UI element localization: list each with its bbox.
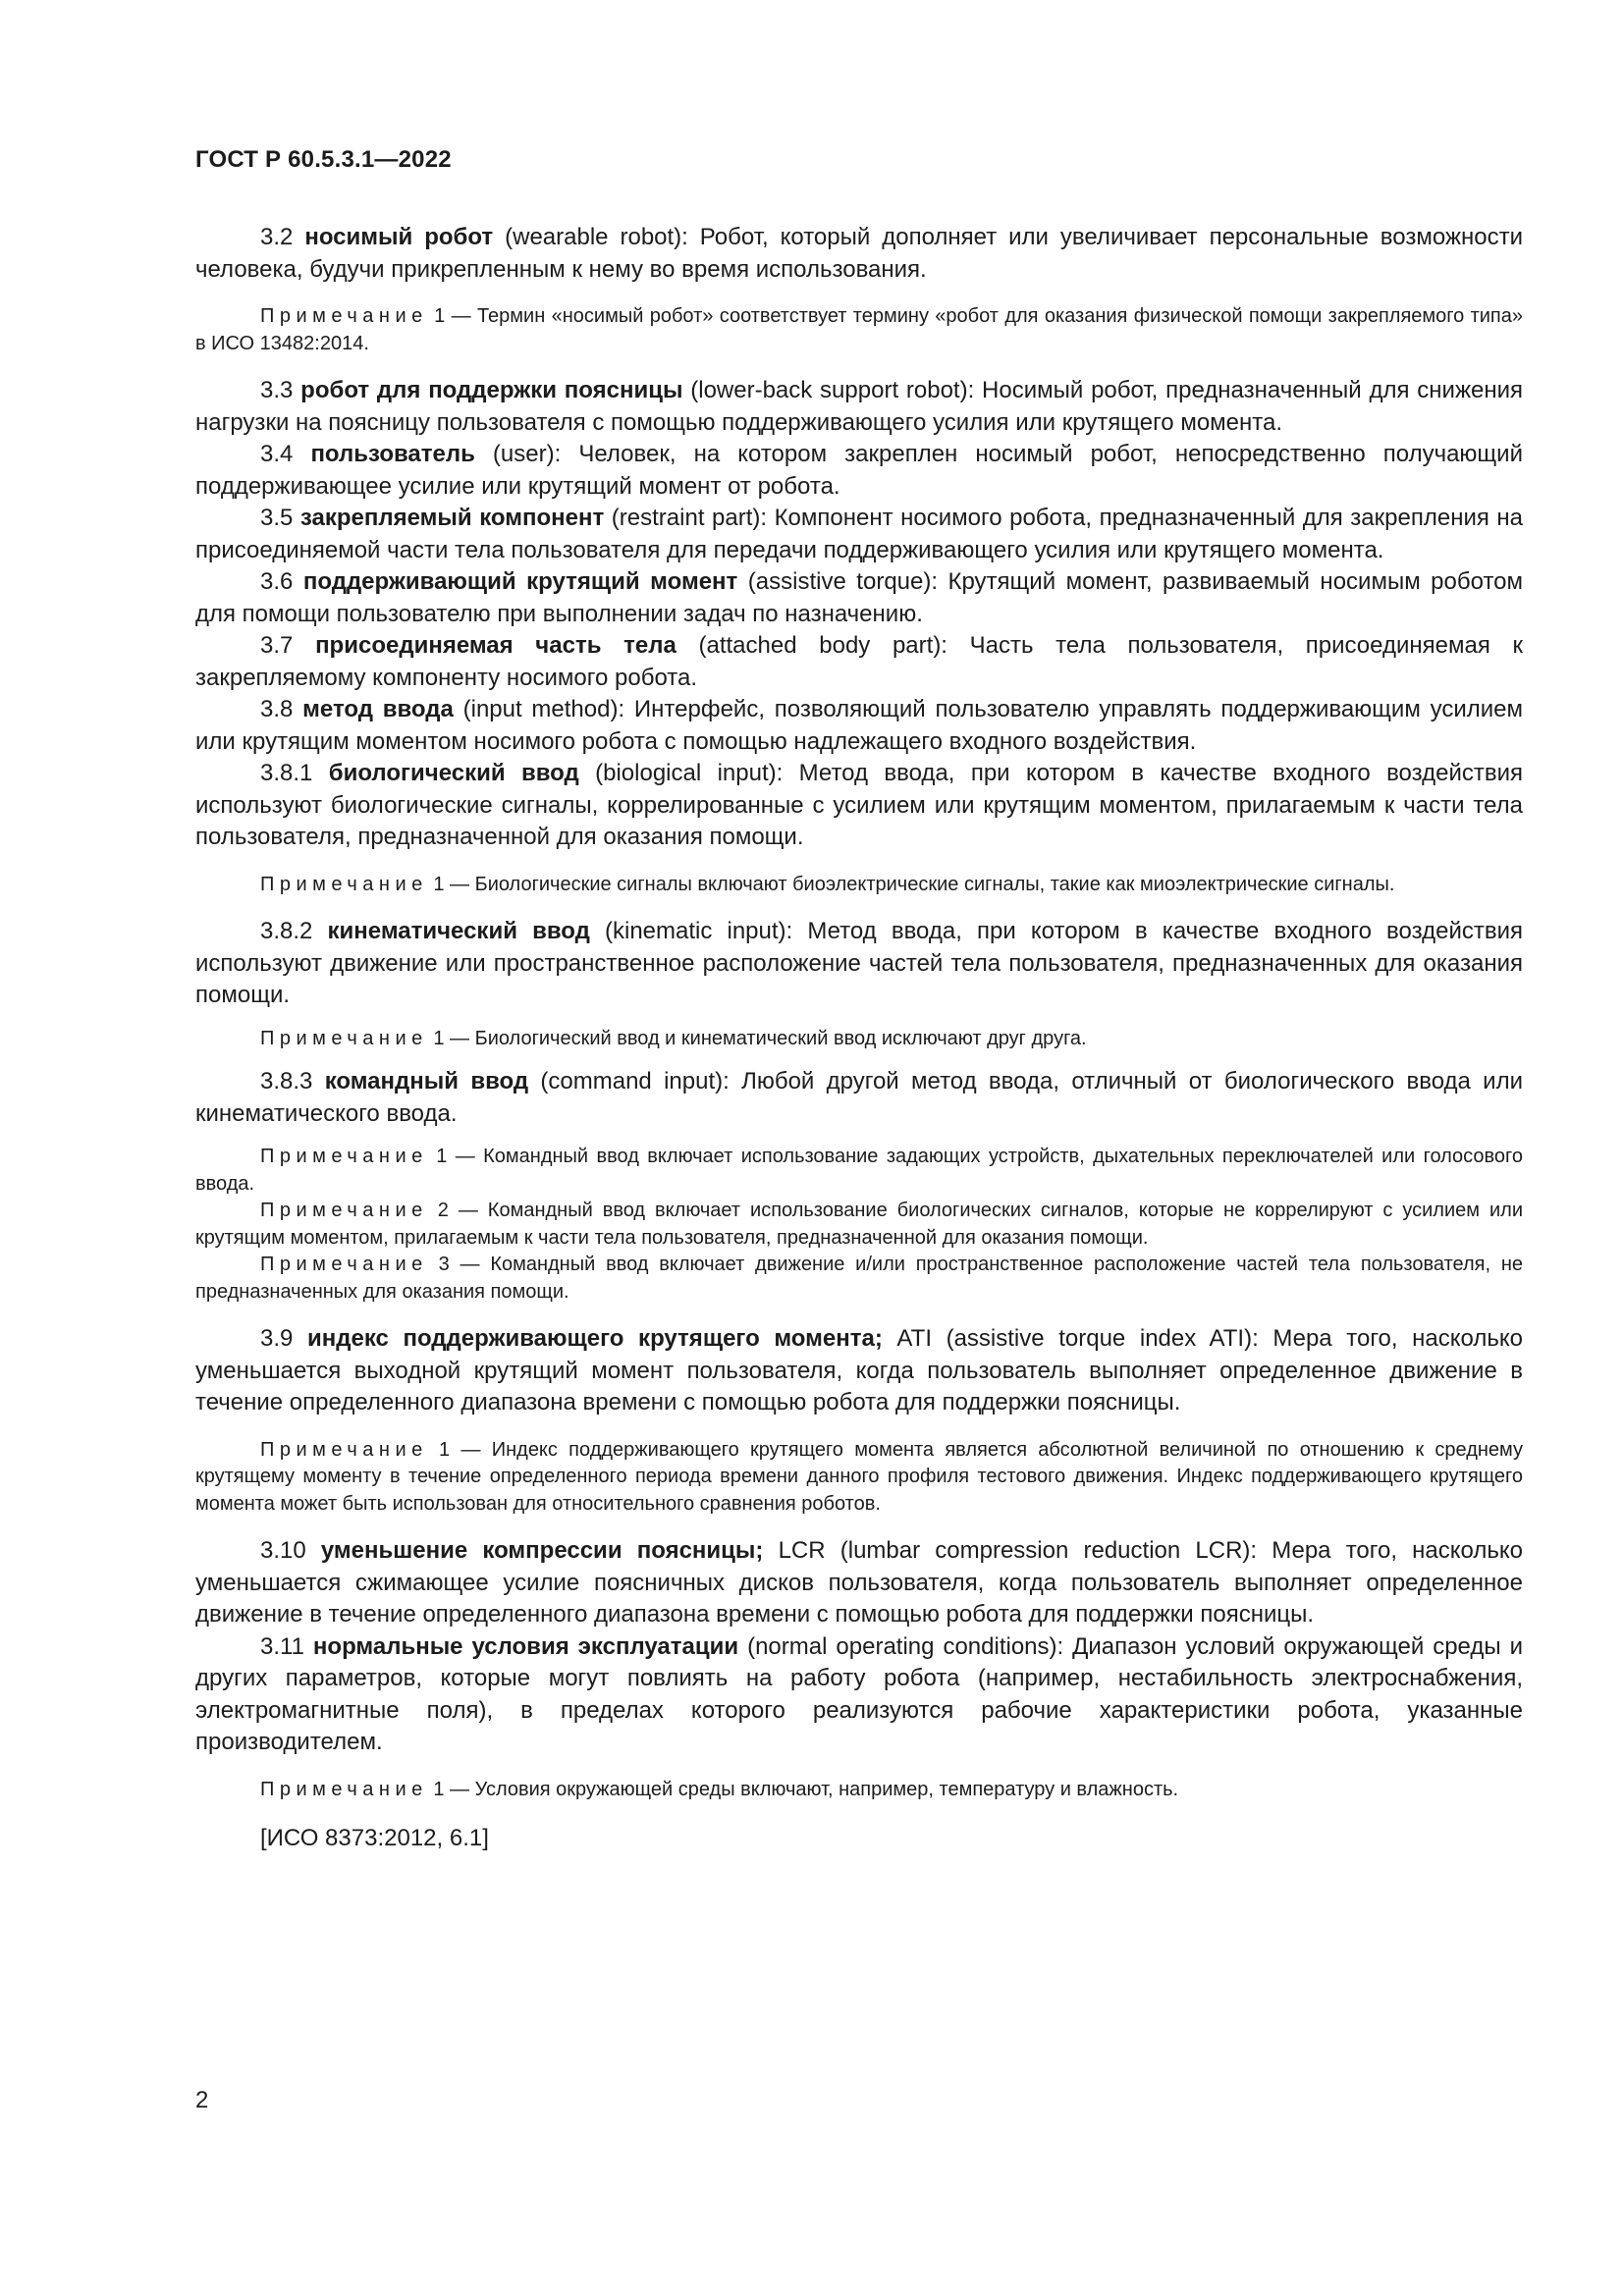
term-3-4: 3.4 пользователь (user): Человек, на котором закреплен носимый робот, непосредственно получающий поддерживающее усилие или крутящий момент от робота.: [195, 441, 1523, 500]
term-3-6: 3.6 поддерживающий крутящий момент (assistive torque): Крутящий момент, развиваемый носимым роботом для помощи пользователю при выполнении задач по назначению.: [195, 568, 1524, 627]
note-3-11: Примечание 1 — Условия окружающей среды включают, например, температуру и влажность.: [260, 1778, 1179, 1800]
term-name: биологический ввод: [328, 760, 579, 786]
term-3-8-1: 3.8.1 биологический ввод (biological input): Метод ввода, при котором в качестве входного воздействия используют биологические сигналы, коррелированные с усилием или крутящим моментом, прилагаемым к части тела пользователя, предназначенной для оказания помощи.: [195, 760, 1524, 850]
note-3-8-3-1: Примечание 1 — Командный ввод включает использование задающих устройств, дыхательных переключателей или голосового ввода.: [195, 1146, 1524, 1195]
term-3-2: 3.2 носимый робот (wearable robot): Робот, который дополняет или увеличивает персональные возможности человека, будучи прикрепленным к нему во время использования.: [195, 224, 1523, 283]
note-3-8-2: Примечание 1 — Биологический ввод и кинематический ввод исключают друг друга.: [260, 1027, 1087, 1049]
term-name: робот для поддержки поясницы: [300, 377, 683, 403]
term-name: кинематический ввод: [327, 918, 590, 944]
term-name: пользователь: [310, 441, 475, 467]
term-3-8-2: 3.8.2 кинематический ввод (kinematic input): Метод ввода, при котором в качестве входного воздействия используют движение или пространственное расположение частей тела пользователя, предназначенных для оказания помощи.: [195, 918, 1523, 1008]
term-3-5: 3.5 закрепляемый компонент (restraint part): Компонент носимого робота, предназначенный для закрепления на присоединяемой части тела пользователя для передачи поддерживающего усилия или крутящего момента.: [195, 505, 1523, 563]
note-3-8-1: Примечание 1 — Биологические сигналы включают биоэлектрические сигналы, такие как миоэлектрические сигналы.: [260, 873, 1395, 895]
term-name: уменьшение компрессии поясницы;: [320, 1537, 764, 1564]
note-3-9: Примечание 1 — Индекс поддерживающего крутящего момента является абсолютной величиной по отношению к среднему крутящему моменту в течение определенного периода времени данного профиля тестового движения. Индекс поддерживающего крутящего момента может быть использован для относительного сравнения роботов.: [195, 1438, 1524, 1515]
term-3-7: 3.7 присоединяемая часть тела (attached body part): Часть тела пользователя, присоединяемая к закрепляемому компоненту носимого робота.: [195, 632, 1524, 691]
source-reference: [ИСО 8373:2012, 6.1]: [260, 1825, 489, 1851]
term-3-8: 3.8 метод ввода (input method): Интерфейс, позволяющий пользователю управлять поддерживающим усилием или крутящим моментом носимого робота с помощью надлежащего входного воздействия.: [195, 696, 1523, 755]
terms-section: [195, 222, 1523, 1854]
term-name: носимый робот: [304, 224, 494, 250]
term-name: метод ввода: [302, 696, 454, 722]
term-name: поддерживающий крутящий момент: [302, 568, 738, 595]
term-name: присоединяемая часть тела: [315, 632, 677, 659]
term-3-9: 3.9 индекс поддерживающего крутящего момента; ATI (assistive torque index ATI): Мера того, насколько уменьшается выходной крутящий момент пользователя, когда пользователь выполняет определенное движение в течение определенного диапазона времени с помощью робота для поддержки поясницы.: [195, 1325, 1523, 1415]
note-3-2: Примечание 1 — Термин «носимый робот» соответствует термину «робот для оказания физической помощи закрепляемого типа» в ИСО 13482:2014.: [195, 305, 1524, 354]
term-name: индекс поддерживающего крутящего момента;: [306, 1325, 883, 1352]
note-3-8-3-3: Примечание 3 — Командный ввод включает движение и/или пространственное расположение частей тела пользователя, не предназначенных для оказания помощи.: [195, 1254, 1524, 1303]
term-3-3: 3.3 робот для поддержки поясницы (lower-back support robot): Носимый робот, предназначенный для снижения нагрузки на поясницу пользователя с помощью поддерживающего усилия или крутящего момента.: [195, 377, 1524, 436]
term-name: командный ввод: [324, 1068, 529, 1095]
term-name: нормальные условия эксплуатации: [312, 1632, 739, 1660]
page-number: 2: [195, 2087, 209, 2113]
term-3-8-3: 3.8.3 командный ввод (command input): Любой другой метод ввода, отличный от биологического ввода или кинематического ввода.: [195, 1068, 1523, 1127]
term-3-11: 3.11 нормальные условия эксплуатации (normal operating conditions): Диапазон условий окружающей среды и других параметров, которые могут повлиять на работу робота (например, нестабильность электроснабжения, электромагнитные поля), в пределах которого реализуются рабочие характеристики робота, указанные производителем.: [195, 1632, 1523, 1755]
term-name: закрепляемый компонент: [299, 505, 605, 531]
term-3-10: 3.10 уменьшение компрессии поясницы; LCR (lumbar compression reduction LCR): Мера того, насколько уменьшается сжимающее усилие поясничных дисков пользователя, когда пользователь выполняет определенное движение в течение определенного диапазона времени с помощью робота для поддержки поясницы.: [195, 1537, 1523, 1628]
document-header: ГОСТ Р 60.5.3.1—2022: [195, 146, 452, 173]
note-3-8-3-2: Примечание 2 — Командный ввод включает использование биологических сигналов, которые не коррелируют с усилием или крутящим моментом, прилагаемым к части тела пользователя, предназначенной для оказания помощи.: [195, 1200, 1523, 1249]
